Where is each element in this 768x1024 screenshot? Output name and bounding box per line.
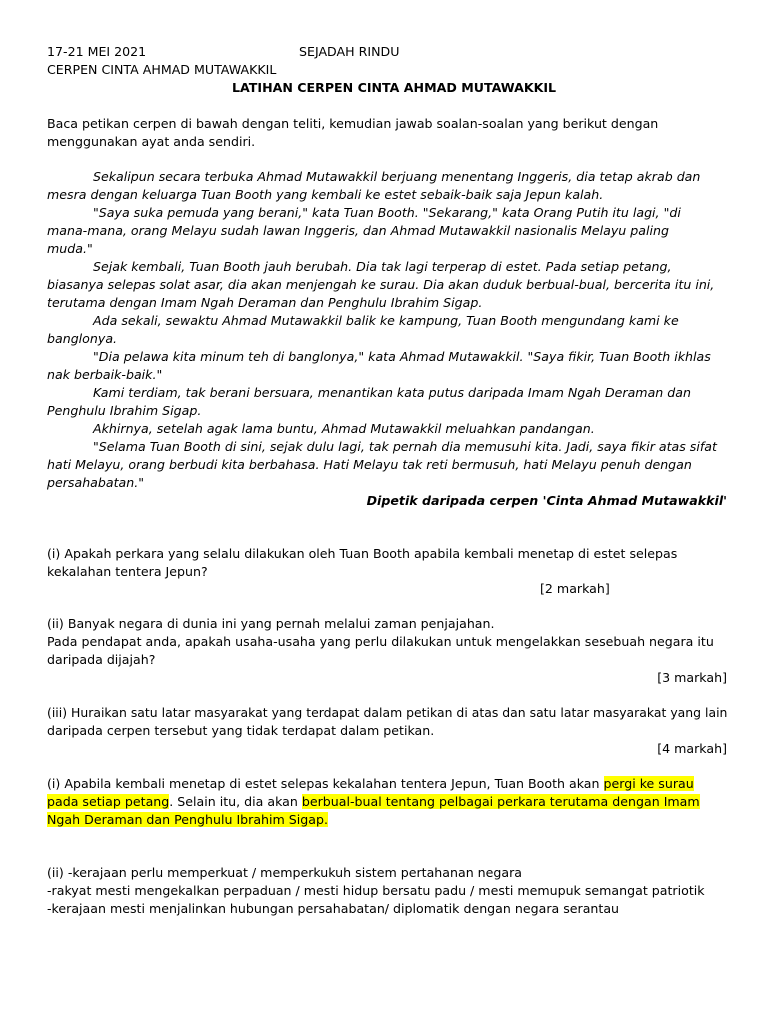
passage-line: terutama dengan Imam Ngah Deraman dan Penghulu Ibrahim Sigap. — [47, 295, 483, 310]
question-line: (i) Apakah perkara yang selalu dilakukan oleh Tuan Booth apabila kembali menetap di estet selepas — [47, 546, 678, 561]
marks-label: [4 markah] — [657, 741, 727, 756]
document-page — [47, 0, 727, 1024]
passage-source: Dipetik daripada cerpen 'Cinta Ahmad Mutawakkil' — [366, 493, 727, 508]
answer-line: -rakyat mesti mengekalkan perpaduan / mesti hidup bersatu padu / mesti memupuk semangat patriotik — [47, 883, 705, 898]
passage-line: Penghulu Ibrahim Sigap. — [47, 403, 202, 418]
question-line: (ii) Banyak negara di dunia ini yang pernah melalui zaman penjajahan. — [47, 616, 495, 631]
passage-line: muda." — [47, 241, 93, 256]
instruction-line: Baca petikan cerpen di bawah dengan teliti, kemudian jawab soalan-soalan yang berikut dengan — [47, 116, 659, 131]
question-line: (iii) Huraikan satu latar masyarakat yang terdapat dalam petikan di atas dan satu latar masyarakat yang lain — [47, 705, 728, 720]
answer-line: (i) Apabila kembali menetap di estet selepas kekalahan tentera Jepun, Tuan Booth akan pergi ke surau — [47, 776, 694, 791]
answer-line: pada setiap petang. Selain itu, dia akan berbual-bual tentang pelbagai perkara terutama dengan Imam — [47, 794, 700, 809]
answer-highlight: pergi ke surau — [603, 776, 694, 791]
answer-highlight: Ngah Deraman dan Penghulu Ibrahim Sigap. — [47, 812, 328, 827]
passage-line: nak berbaik-baik." — [47, 367, 163, 382]
passage-line: hati Melayu, orang berbudi kita berbahasa. Hati Melayu tak reti bermusuh, hati Melayu penuh dengan — [47, 457, 692, 472]
instruction-line: menggunakan ayat anda sendiri. — [47, 134, 256, 149]
passage-line: banglonya. — [47, 331, 118, 346]
passage-line: Sejak kembali, Tuan Booth jauh berubah. Dia tak lagi terperap di estet. Pada setiap petang, — [93, 259, 672, 274]
passage-line: Ada sekali, sewaktu Ahmad Mutawakkil balik ke kampung, Tuan Booth mengundang kami ke — [93, 313, 679, 328]
passage-line: persahabatan." — [47, 475, 145, 490]
question-line: daripada dijajah? — [47, 652, 156, 667]
passage-line: "Dia pelawa kita minum teh di banglonya," kata Ahmad Mutawakkil. "Saya fikir, Tuan Booth ikhlas — [93, 349, 711, 364]
question-line: Pada pendapat anda, apakah usaha-usaha yang perlu dilakukan untuk mengelakkan sesebuah negara itu — [47, 634, 714, 649]
marks-label: [2 markah] — [540, 581, 610, 596]
answer-highlight: berbual-bual tentang pelbagai perkara terutama dengan Imam — [301, 794, 700, 809]
passage-line: Akhirnya, setelah agak lama buntu, Ahmad Mutawakkil meluahkan pandangan. — [93, 421, 595, 436]
header-subtitle: CERPEN CINTA AHMAD MUTAWAKKIL — [47, 62, 277, 77]
question-line: daripada cerpen tersebut yang tidak terdapat dalam petikan. — [47, 723, 435, 738]
answer-highlight: pada setiap petang — [47, 794, 170, 809]
answer-line: (ii) -kerajaan perlu memperkuat / memperkukuh sistem pertahanan negara — [47, 865, 523, 880]
passage-line: mesra dengan keluarga Tuan Booth yang kembali ke estet sebaik-baik saja Jepun kalah. — [47, 187, 604, 202]
passage-line: "Saya suka pemuda yang berani," kata Tuan Booth. "Sekarang," kata Orang Putih itu lagi, "di — [93, 205, 681, 220]
passage-line: mana-mana, orang Melayu sudah lawan Inggeris, dan Ahmad Mutawakkil nasionalis Melayu paling — [47, 223, 669, 238]
marks-label: [3 markah] — [657, 670, 727, 685]
passage-line: Kami terdiam, tak berani bersuara, menantikan kata putus daripada Imam Ngah Deraman dan — [93, 385, 691, 400]
page-title: LATIHAN CERPEN CINTA AHMAD MUTAWAKKIL — [232, 80, 557, 95]
passage-line: Sekalipun secara terbuka Ahmad Mutawakkil berjuang menentang Inggeris, dia tetap akrab dan — [93, 169, 701, 184]
answer-line — [47, 811, 328, 829]
passage-line: "Selama Tuan Booth di sini, sejak dulu lagi, tak pernah dia memusuhi kita. Jadi, saya fikir atas sifat — [93, 439, 717, 454]
header-theme: SEJADAH RINDU — [299, 44, 400, 59]
passage-line: biasanya selepas solat asar, dia akan menjengah ke surau. Dia akan duduk berbual-bual, bercerita itu ini, — [47, 277, 715, 292]
header-date: 17-21 MEI 2021 — [47, 44, 147, 59]
answer-line: -kerajaan mesti menjalinkan hubungan persahabatan/ diplomatik dengan negara serantau — [47, 901, 620, 916]
question-line: kekalahan tentera Jepun? — [47, 564, 208, 579]
